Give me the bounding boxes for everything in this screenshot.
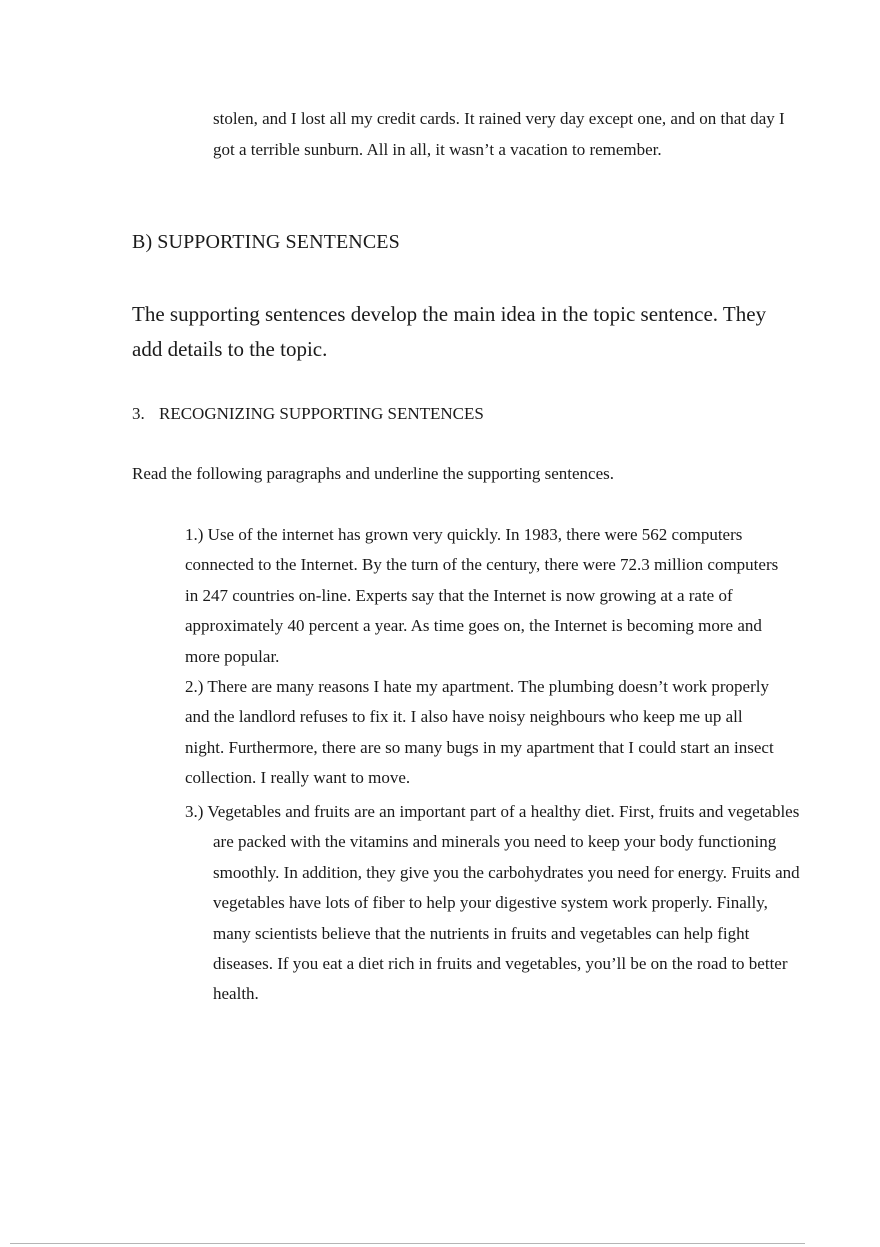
exercise-heading [132, 402, 484, 426]
exercise-number: 3. [132, 404, 145, 423]
intro-paragraph-continuation: stolen, and I lost all my credit cards. It rained very day except one, and on that day I got a terrible sunburn. All in all, it wasn’t a vacation to remember. [213, 109, 785, 159]
exercise-instruction: Read the following paragraphs and underline the supporting sentences. [132, 464, 615, 483]
section-description: The supporting sentences develop the main idea in the topic sentence. They add details to the topic. [132, 302, 767, 361]
exercise-paragraph-1: 1.) Use of the internet has grown very quickly. In 1983, there were 562 computers connected to the Internet. By the turn of the century, there were 72.3 million computers in 247 countries on-line. Experts say that the Internet is now growing at a rate of approximately 40 percent a year. As time goes on, the Internet is becoming more and more popular. [185, 525, 779, 666]
exercise-paragraph-3: 3.) Vegetables and fruits are an important part of a healthy diet. First, fruits and vegetables are packed with the vitamins and minerals you need to keep your body functioning smoothly. In addition, they give you the carbohydrates you need for energy. Fruits and vegetables have lots of fiber to help your digestive system work properly. Finally, many scientists believe that the nutrients in fruits and vegetables can help fight diseases. If you eat a diet rich in fruits and vegetables, you’ll be on the road to better health. [185, 802, 800, 1004]
footer-divider [10, 1243, 805, 1244]
section-heading: B) SUPPORTING SENTENCES [132, 231, 400, 253]
exercise-title: RECOGNIZING SUPPORTING SENTENCES [159, 404, 484, 423]
exercise-paragraph-2: 2.) There are many reasons I hate my apartment. The plumbing doesn’t work properly and the landlord refuses to fix it. I also have noisy neighbours who keep me up all night. Furthermore, there are so many bugs in my apartment that I could start an insect collection. I really want to move. [185, 677, 774, 788]
